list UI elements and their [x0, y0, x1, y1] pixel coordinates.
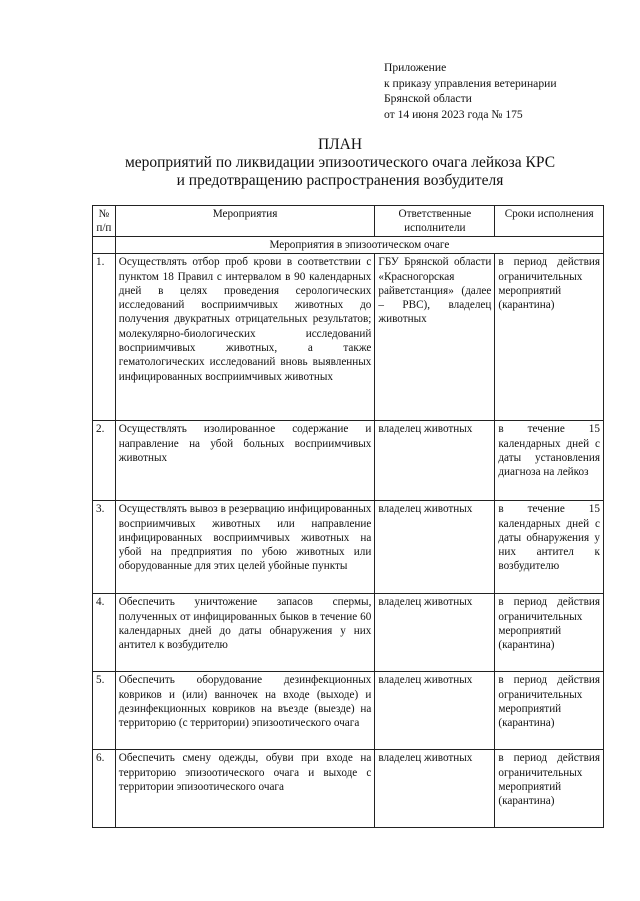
annex-line-3: Брянской области [384, 92, 472, 105]
document-title: ПЛАН [317, 136, 363, 153]
row-number: 1. [93, 254, 116, 421]
row-number: 2. [93, 421, 116, 501]
row-action: Обеспечить оборудование дезинфекционных ковриков и (или) ванночек на входе (выходе) и дезинфекционных ковриков на въезде (выезде) на территорию (с территории) эпизоотического очага [115, 672, 375, 750]
annex-line-4: от 14 июня 2023 года № 175 [384, 107, 523, 121]
header-responsible: Ответственные исполнители [375, 206, 495, 237]
header-action: Мероприятия [115, 206, 375, 237]
row-responsible: владелец животных [375, 501, 495, 594]
document-subtitle-line-1: мероприятий по ликвидации эпизоотического очага лейкоза КРС [124, 154, 556, 171]
section-title: Мероприятия в эпизоотическом очаге [115, 237, 603, 254]
row-action: Обеспечить смену одежды, обуви при входе на территорию эпизоотического очага и выходе с территории эпизоотического очага [115, 750, 375, 828]
plan-table [92, 205, 604, 828]
row-number: 5. [93, 672, 116, 750]
annex-line-1: Приложение [384, 61, 447, 74]
row-term: в период действия ограничительных мероприятий (карантина) [495, 594, 604, 672]
row-responsible: владелец животных [375, 672, 495, 750]
row-action: Осуществлять вывоз в резервацию инфицированных восприимчивых животных или направление инфицированных восприимчивых животных на убой на предприятия по убою животных или оборудованные для этих целей убойные пункты [115, 501, 375, 594]
row-number: 3. [93, 501, 116, 594]
table-row [93, 672, 604, 750]
table-row [93, 421, 604, 501]
row-action: Осуществлять изолированное содержание и направление на убой больных восприимчивых животных [115, 421, 375, 501]
row-number: 4. [93, 594, 116, 672]
document-subtitle-line-2: и предотвращению распространения возбудителя [176, 172, 504, 189]
row-term: в период действия ограничительных мероприятий (карантина) [495, 750, 604, 828]
table-row [93, 750, 604, 828]
row-responsible: владелец животных [375, 421, 495, 501]
annex-line-2: к приказу управления ветеринарии [384, 76, 557, 90]
row-term: в период действия ограничительных мероприятий (карантина) [495, 672, 604, 750]
header-term: Сроки исполнения [495, 206, 604, 237]
row-term: в течение 15 календарных дней с даты обнаружения у них антител к возбудителю [495, 501, 604, 594]
row-responsible: владелец животных [375, 750, 495, 828]
annex-header [384, 60, 557, 122]
header-number: № п/п [93, 206, 116, 237]
row-term: в период действия ограничительных мероприятий (карантина) [495, 254, 604, 421]
table-row [93, 594, 604, 672]
table-row [93, 501, 604, 594]
row-action: Осуществлять отбор проб крови в соответствии с пунктом 18 Правил с интервалом в 90 календарных дней в целях проведения серологических исследований восприимчивых животных до получения двукратных отрицательных результатов; молекулярно-биологических исследований восприимчивых животных, а также гематологических исследований вновь выявленных инфицированных восприимчивых животных [115, 254, 375, 421]
row-responsible: ГБУ Брянской области «Красногорская райветстанция» (далее – РВС), владелец животных [375, 254, 495, 421]
row-responsible: владелец животных [375, 594, 495, 672]
row-number: 6. [93, 750, 116, 828]
table-header-row [93, 206, 604, 237]
section-row [93, 237, 604, 254]
table-row [93, 254, 604, 421]
row-term: в течение 15 календарных дней с даты установления диагноза на лейкоз [495, 421, 604, 501]
row-action: Обеспечить уничтожение запасов спермы, полученных от инфицированных быков в течение 60 календарных дней до даты обнаружения у них антител к возбудителю [115, 594, 375, 672]
